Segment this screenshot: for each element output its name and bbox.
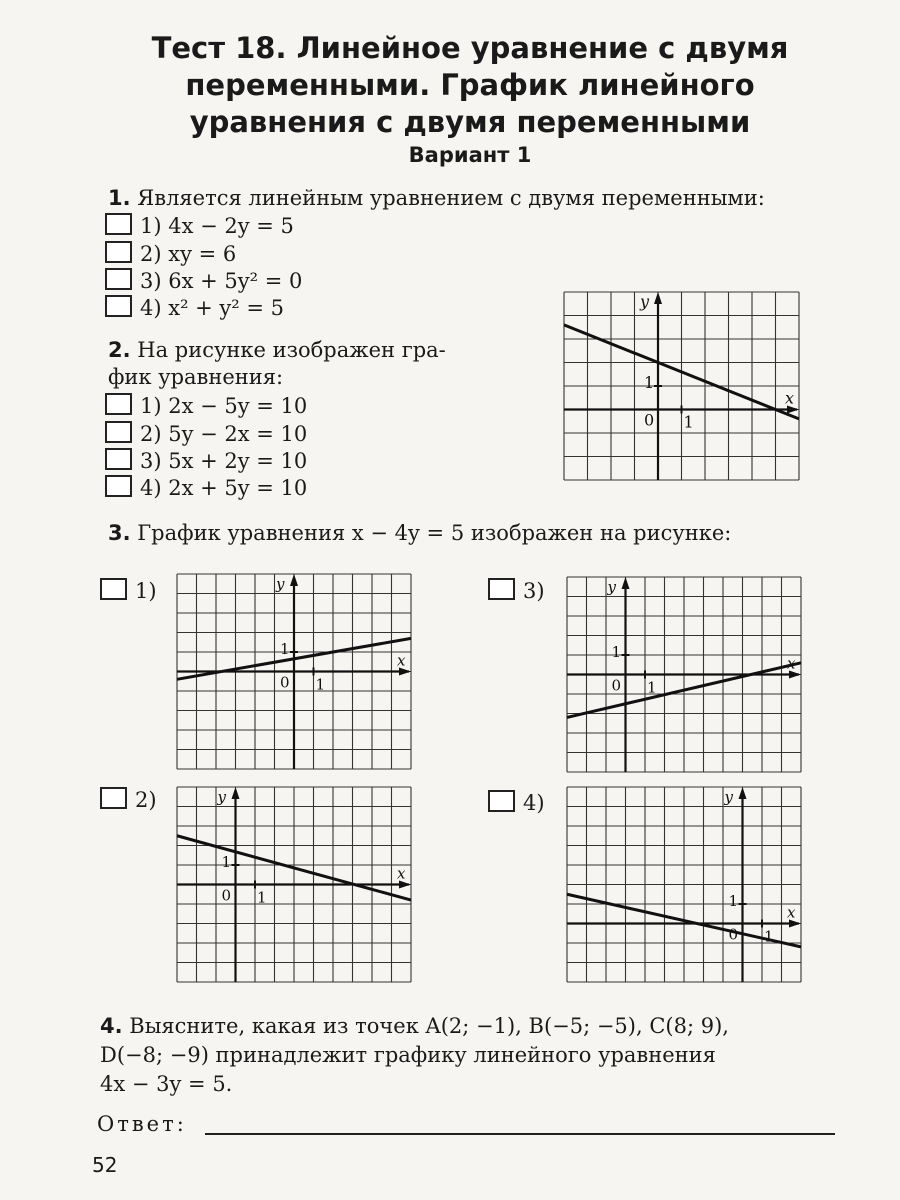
answer-label: Ответ: bbox=[97, 1112, 187, 1136]
q3-option-3[interactable] bbox=[488, 578, 545, 603]
y-axis-label: y bbox=[217, 788, 226, 806]
x-one-label: 1 bbox=[764, 927, 774, 946]
origin-label: 0 bbox=[611, 676, 622, 695]
x-axis-label: x bbox=[397, 864, 406, 883]
question-4-line2: D(−8; −9) принадлежит графику линейного уравнения bbox=[100, 1043, 716, 1067]
checkbox[interactable] bbox=[105, 295, 132, 317]
graph-svg bbox=[175, 572, 413, 771]
q3-graph-1 bbox=[175, 572, 413, 771]
question-3 bbox=[108, 520, 731, 547]
y-axis-arrow bbox=[654, 292, 662, 304]
graph-svg bbox=[565, 575, 803, 774]
graph-svg bbox=[562, 290, 801, 482]
graph-svg bbox=[175, 785, 413, 984]
y-one-label: 1 bbox=[644, 373, 655, 392]
y-axis-label: y bbox=[724, 788, 733, 806]
y-one-label: 1 bbox=[280, 640, 290, 658]
checkbox[interactable] bbox=[488, 790, 515, 812]
x-axis-label: x bbox=[785, 388, 795, 408]
question-3-number: 3. bbox=[108, 521, 131, 545]
question-1-number: 1. bbox=[108, 186, 131, 210]
y-axis-label: y bbox=[276, 575, 285, 593]
origin-label: 0 bbox=[728, 925, 739, 944]
checkbox[interactable] bbox=[100, 578, 127, 600]
question-1 bbox=[108, 185, 765, 212]
y-axis-arrow bbox=[232, 787, 240, 799]
checkbox[interactable] bbox=[105, 448, 132, 470]
origin-label: 0 bbox=[280, 673, 290, 692]
checkbox[interactable] bbox=[105, 421, 132, 443]
variant-label: Вариант 1 bbox=[408, 143, 532, 167]
q3-option-2[interactable] bbox=[100, 787, 157, 812]
question-2 bbox=[108, 337, 446, 364]
question-2-line2: фик уравнения: bbox=[108, 365, 284, 389]
option-label: 4) bbox=[523, 791, 545, 815]
option-label: 3) bbox=[523, 579, 545, 603]
question-2-number: 2. bbox=[108, 338, 131, 362]
question-4-line1: Выясните, какая из точек A(2; −1), B(−5; −5), C(8; 9), bbox=[129, 1014, 729, 1038]
q3-graph-2 bbox=[175, 785, 413, 984]
grid bbox=[567, 787, 801, 982]
q2-option-1[interactable] bbox=[105, 393, 307, 420]
origin-label: 0 bbox=[221, 886, 232, 905]
option-text: 3) 5x + 2y = 10 bbox=[140, 449, 308, 473]
option-text: 2) 5y − 2x = 10 bbox=[140, 422, 308, 446]
option-text: 1) 4x − 2y = 5 bbox=[140, 214, 294, 238]
answer-input-line[interactable] bbox=[205, 1133, 835, 1135]
page-number: 52 bbox=[92, 1153, 118, 1177]
q3-graph-4 bbox=[565, 785, 803, 984]
q2-graph bbox=[562, 290, 801, 482]
y-one-label: 1 bbox=[221, 853, 232, 871]
question-4-line3: 4x − 3y = 5. bbox=[100, 1072, 233, 1096]
option-text: 4) x² + y² = 5 bbox=[140, 296, 285, 320]
graph-svg bbox=[565, 785, 803, 984]
grid bbox=[564, 292, 799, 480]
q1-option-1[interactable] bbox=[105, 213, 294, 240]
y-axis-label: y bbox=[607, 578, 616, 596]
q2-option-3[interactable] bbox=[105, 448, 307, 475]
q1-option-2[interactable] bbox=[105, 241, 236, 268]
y-one-label: 1 bbox=[728, 892, 739, 910]
checkbox[interactable] bbox=[105, 393, 132, 415]
checkbox[interactable] bbox=[105, 241, 132, 263]
x-one-label: 1 bbox=[683, 412, 694, 432]
option-text: 1) 2x − 5y = 10 bbox=[140, 394, 308, 418]
origin-label: 0 bbox=[644, 410, 655, 430]
x-axis-label: x bbox=[787, 903, 796, 922]
option-text: 2) xy = 6 bbox=[140, 242, 237, 266]
q3-option-1[interactable] bbox=[100, 578, 157, 603]
checkbox[interactable] bbox=[105, 213, 132, 235]
question-1-text: Является линейным уравнением с двумя переменными: bbox=[137, 186, 765, 210]
x-axis-label: x bbox=[787, 654, 796, 673]
question-2-text-line1: На рисунке изображен гра- bbox=[137, 338, 446, 362]
y-one-label: 1 bbox=[611, 643, 622, 661]
y-axis-arrow bbox=[622, 577, 630, 589]
checkbox[interactable] bbox=[100, 787, 127, 809]
checkbox[interactable] bbox=[105, 268, 132, 290]
y-axis-arrow bbox=[739, 787, 747, 799]
q2-option-2[interactable] bbox=[105, 421, 307, 448]
q1-option-4[interactable] bbox=[105, 295, 284, 322]
question-3-text: График уравнения x − 4y = 5 изображен на рисунке: bbox=[137, 521, 732, 545]
question-4-number: 4. bbox=[100, 1014, 123, 1038]
x-one-label: 1 bbox=[647, 678, 657, 697]
question-4 bbox=[100, 1013, 729, 1040]
q3-option-4[interactable] bbox=[488, 790, 545, 815]
checkbox[interactable] bbox=[105, 475, 132, 497]
q2-option-4[interactable] bbox=[105, 475, 307, 502]
x-one-label: 1 bbox=[315, 675, 326, 694]
option-text: 4) 2x + 5y = 10 bbox=[140, 476, 308, 500]
y-axis-arrow bbox=[290, 574, 298, 586]
y-axis-label: y bbox=[640, 292, 650, 311]
x-axis-label: x bbox=[397, 651, 406, 670]
test-title: Тест 18. Линейное уравнение с двумя переменными. График линейного уравнения с двумя переменными bbox=[151, 31, 789, 139]
checkbox[interactable] bbox=[488, 578, 515, 600]
x-one-label: 1 bbox=[257, 888, 267, 907]
option-label: 1) bbox=[135, 579, 157, 603]
option-label: 2) bbox=[135, 788, 157, 812]
q1-option-3[interactable] bbox=[105, 268, 302, 295]
q3-graph-3 bbox=[565, 575, 803, 774]
option-text: 3) 6x + 5y² = 0 bbox=[140, 269, 303, 293]
